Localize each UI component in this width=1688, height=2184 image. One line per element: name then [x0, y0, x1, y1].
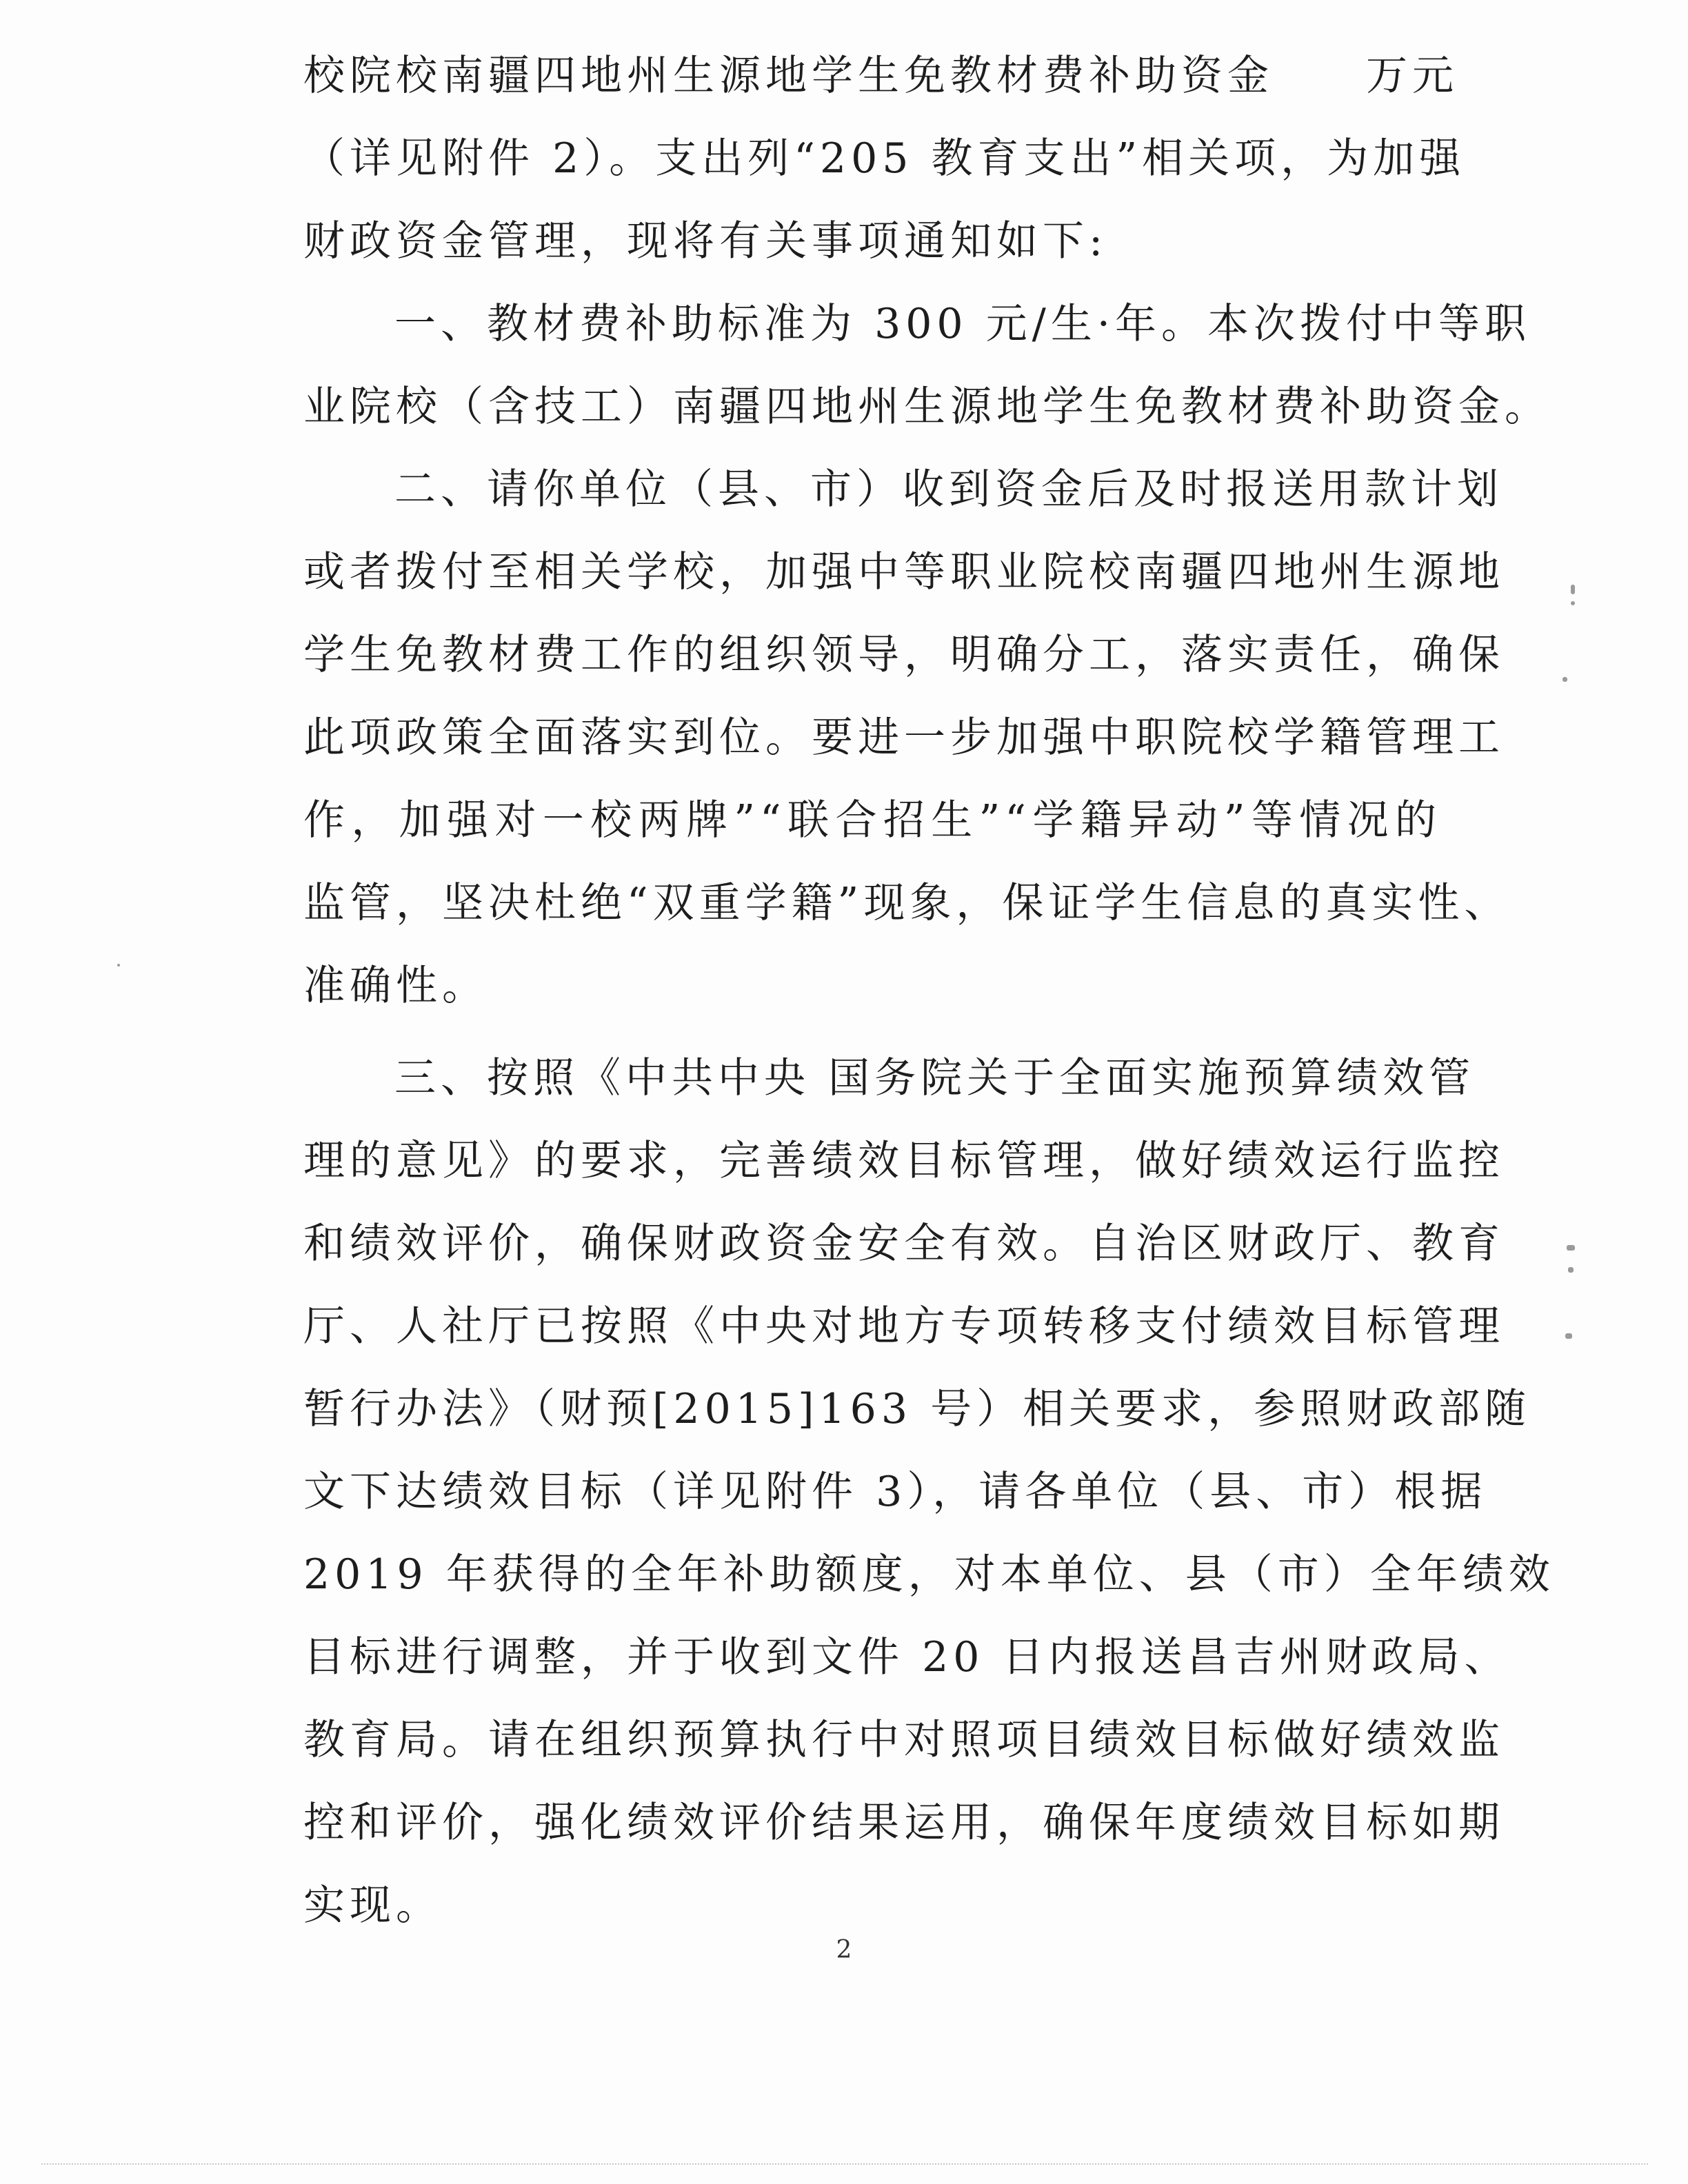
scan-speck [1563, 677, 1567, 682]
text-line: 三、按照《中共中央 国务院关于全面实施预算绩效管 [394, 1054, 1476, 1102]
scan-speck [117, 964, 120, 967]
text-line: 实现。 [303, 1881, 442, 1930]
text-line: 2019 年获得的全年补助额度，对本单位、县（市）全年绩效 [303, 1550, 1555, 1599]
scan-edge-line [41, 2163, 1648, 2165]
scan-speck [1568, 1267, 1574, 1273]
scan-speck [1565, 1333, 1572, 1339]
text-line: 和绩效评价，确保财政资金安全有效。自治区财政厅、教育 [303, 1220, 1505, 1268]
text-line: 厅、人社厅已按照《中央对地方专项转移支付绩效目标管理 [303, 1302, 1505, 1351]
text-line: 一、教材费补助标准为 300 元/生·年。本次拨付中等职 [394, 300, 1531, 348]
text-line: 二、请你单位（县、市）收到资金后及时报送用款计划 [394, 465, 1503, 514]
scan-speck [1567, 1245, 1575, 1251]
text-line: 或者拨付至相关学校，加强中等职业院校南疆四地州生源地 [303, 548, 1505, 596]
text-line: 控和评价，强化绩效评价结果运用，确保年度绩效目标如期 [303, 1799, 1505, 1847]
text-line: 此项政策全面落实到位。要进一步加强中职院校学籍管理工 [303, 714, 1505, 762]
text-line: 目标进行调整，并于收到文件 20 日内报送昌吉州财政局、 [303, 1633, 1511, 1681]
scan-speck [1571, 601, 1575, 605]
text-line: 学生免教材费工作的组织领导，明确分工，落实责任，确保 [303, 631, 1505, 679]
text-line: 暂行办法》（财预[2015]163 号）相关要求，参照财政部随 [303, 1385, 1531, 1433]
text-line: 文下达绩效目标（详见附件 3），请各单位（县、市）根据 [303, 1468, 1487, 1516]
text-line: 监管，坚决杜绝“双重学籍”现象，保证学生信息的真实性、 [303, 879, 1511, 927]
text-line: 业院校（含技工）南疆四地州生源地学生免教材费补助资金。 [303, 383, 1551, 431]
scan-speck [1571, 585, 1575, 594]
document-body [303, 34, 1555, 1947]
text-line: 校院校南疆四地州生源地学生免教材费补助资金 万元 [303, 52, 1458, 100]
text-line: 理的意见》的要求，完善绩效目标管理，做好绩效运行监控 [303, 1137, 1505, 1185]
text-line: 作，加强对一校两牌”“联合招生”“学籍异动”等情况的 [303, 796, 1441, 845]
page-number: 2 [836, 1936, 852, 1964]
text-line: （详见附件 2）。支出列“205 教育支出”相关项，为加强 [303, 134, 1466, 183]
text-line: 财政资金管理，现将有关事项通知如下: [303, 217, 1108, 265]
text-line: 教育局。请在组织预算执行中对照项目绩效目标做好绩效监 [303, 1716, 1505, 1764]
text-line: 准确性。 [303, 962, 488, 1010]
